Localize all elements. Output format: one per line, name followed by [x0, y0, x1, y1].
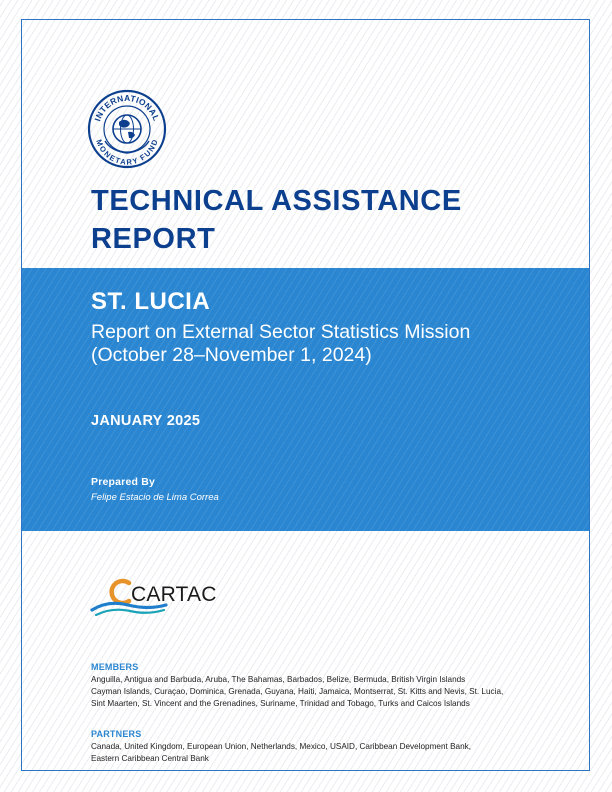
members-line: Sint Maarten, St. Vincent and the Grenadines, Suriname, Trinidad and Tobago, Turks and Caicos Islands [91, 699, 470, 708]
imf-seal-text-top: INTERNATIONAL [92, 93, 162, 123]
prepared-by-label: Prepared By [91, 476, 156, 488]
cartac-logo-icon [90, 572, 220, 620]
partners-line: Canada, United Kingdom, European Union, Netherlands, Mexico, USAID, Caribbean Development Bank, [91, 742, 472, 751]
prepared-by-name: Felipe Estacio de Lima Correa [91, 492, 219, 503]
report-title-line2: REPORT [91, 223, 216, 255]
partners-heading: PARTNERS [91, 729, 142, 739]
partners-list [91, 741, 531, 765]
report-subtitle [91, 321, 571, 367]
report-subtitle-line1: Report on External Sector Statistics Mission [91, 321, 471, 343]
cartac-wordmark: CARTAC [131, 583, 217, 606]
members-line: Cayman Islands, Curaçao, Dominica, Grenada, Guyana, Haiti, Jamaica, Montserrat, St. Kitts and Nevis, St. Lucia, [91, 687, 504, 696]
members-list [91, 674, 531, 710]
report-title-line1: TECHNICAL ASSISTANCE [91, 185, 462, 217]
report-subtitle-line2: (October 28–November 1, 2024) [91, 344, 372, 366]
country-name: ST. LUCIA [91, 288, 211, 315]
imf-seal-icon [87, 89, 167, 169]
report-title [91, 182, 561, 258]
title-band [22, 268, 589, 531]
imf-seal-text-bottom: MONETARY FUND [94, 138, 160, 167]
report-date: JANUARY 2025 [91, 413, 201, 429]
members-line: Anguilla, Antigua and Barbuda, Aruba, The Bahamas, Barbados, Belize, Bermuda, British Virgin Islands [91, 675, 466, 684]
partners-line: Eastern Caribbean Central Bank [91, 754, 209, 763]
members-heading: MEMBERS [91, 662, 139, 672]
